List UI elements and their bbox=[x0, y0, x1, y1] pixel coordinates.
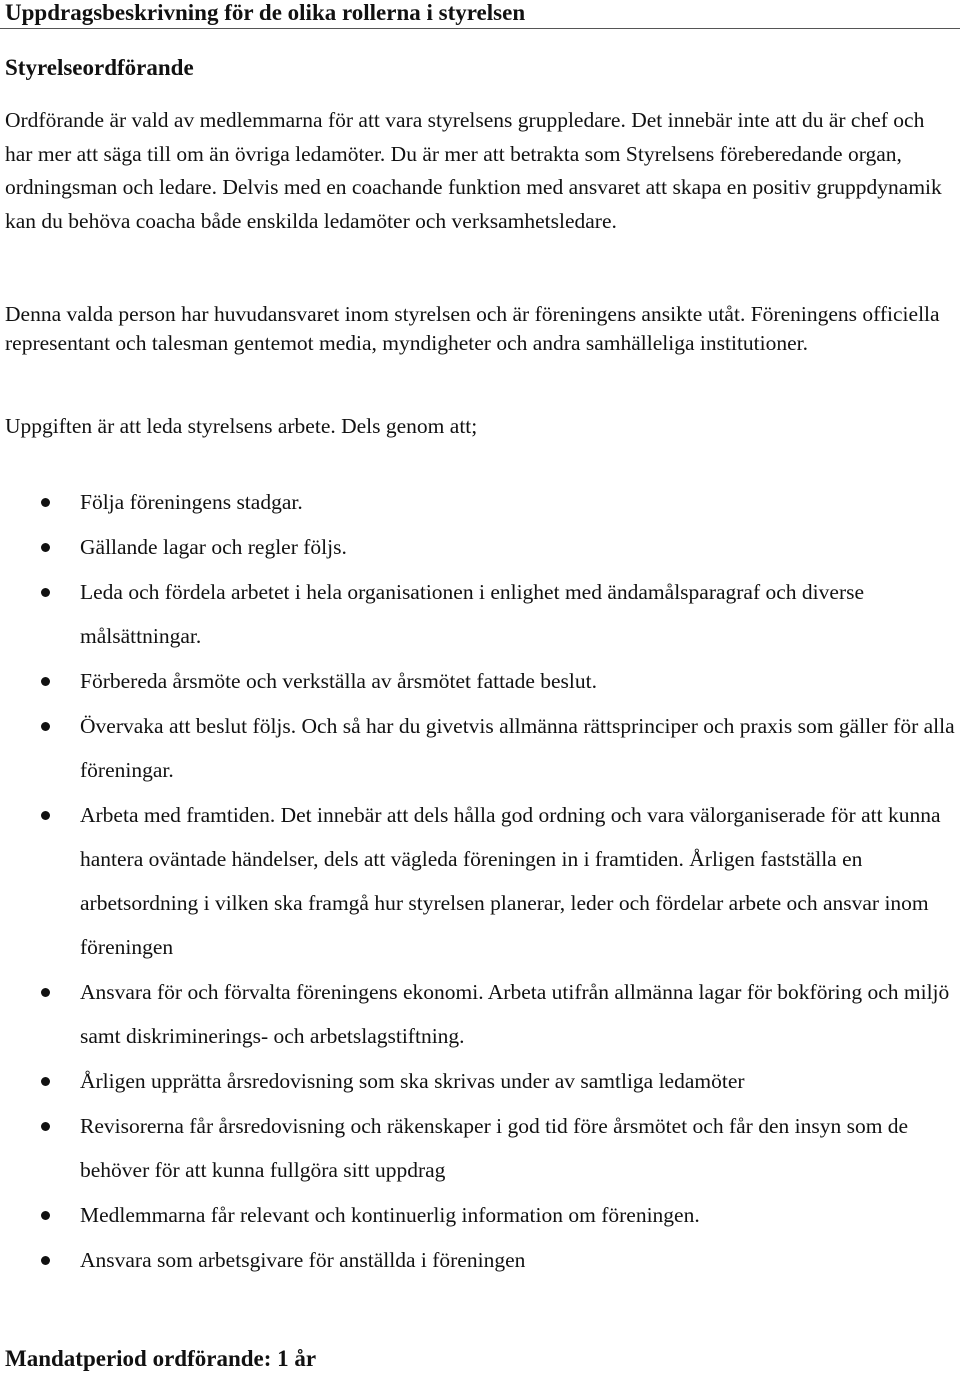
bullet-icon bbox=[41, 1256, 50, 1265]
list-item bbox=[0, 704, 955, 792]
paragraph-responsibility: Denna valda person har huvudansvaret inom styrelsen och är föreningens ansikte utåt. Föreningens officiella representant och talesman gentemot media, myndigheter och andra samhälleliga institutioner. bbox=[5, 302, 940, 355]
list-item bbox=[0, 659, 955, 703]
list-item-text: Arbeta med framtiden. Det innebär att dels hålla god ordning och vara välorganiserade för att kunna hantera oväntade händelser, dels att vägleda föreningen in i framtiden. Årligen fastställa en arbetsordning i vilken ska framgå hur styrelsen planerar, leder och fördelar arbete och ansvar inom föreningen bbox=[80, 803, 941, 959]
list-item-text: Gällande lagar och regler följs. bbox=[80, 535, 347, 559]
mandate-period: Mandatperiod ordförande: 1 år bbox=[5, 1346, 317, 1371]
list-item-text: Övervaka att beslut följs. Och så har du givetvis allmänna rättsprinciper och praxis som gäller för alla föreningar. bbox=[80, 714, 955, 782]
list-item bbox=[0, 1059, 955, 1103]
paragraph-task-intro: Uppgiften är att leda styrelsens arbete. Dels genom att; bbox=[5, 414, 478, 438]
bullet-icon bbox=[41, 722, 50, 731]
list-item-text: Följa föreningens stadgar. bbox=[80, 490, 303, 514]
task-list bbox=[0, 480, 955, 1283]
bullet-icon bbox=[41, 1211, 50, 1220]
bullet-icon bbox=[41, 588, 50, 597]
list-item bbox=[0, 480, 955, 524]
bullet-icon bbox=[41, 1122, 50, 1131]
list-item bbox=[0, 525, 955, 569]
list-item bbox=[0, 1238, 955, 1282]
list-item bbox=[0, 793, 955, 969]
list-item-text: Ansvara för och förvalta föreningens ekonomi. Arbeta utifrån allmänna lagar för bokföring och miljö samt diskriminerings- och arbetslagstiftning. bbox=[80, 980, 950, 1048]
bullet-icon bbox=[41, 543, 50, 552]
list-item-text: Revisorerna får årsredovisning och räkenskaper i god tid före årsmötet och får den insyn som de behöver för att kunna fullgöra sitt uppdrag bbox=[80, 1114, 909, 1182]
bullet-icon bbox=[41, 498, 50, 507]
paragraph-role-description: Ordförande är vald av medlemmarna för att vara styrelsens gruppledare. Det innebär inte att du är chef och har mer att säga till om än övriga ledamöter. Du är mer att betrakta som Styrelsens föreberedande organ, ordningsman och ledare. Delvis med en coachande funktion med ansvaret att skapa en positiv gruppdynamik kan du behöva coacha både enskilda ledamöter och verksamhetsledare. bbox=[5, 108, 942, 233]
bullet-icon bbox=[41, 811, 50, 820]
list-item bbox=[0, 970, 955, 1058]
bullet-icon bbox=[41, 677, 50, 686]
section-title: Styrelseordförande bbox=[5, 55, 194, 80]
list-item-text: Ansvara som arbetsgivare för anställda i föreningen bbox=[80, 1248, 526, 1272]
list-item bbox=[0, 1104, 955, 1192]
list-item-text: Förbereda årsmöte och verkställa av årsmötet fattade beslut. bbox=[80, 669, 597, 693]
list-item bbox=[0, 1193, 955, 1237]
bullet-icon bbox=[41, 1077, 50, 1086]
list-item bbox=[0, 570, 955, 658]
bullet-icon bbox=[41, 988, 50, 997]
list-item-text: Årligen upprätta årsredovisning som ska skrivas under av samtliga ledamöter bbox=[80, 1069, 745, 1093]
document-title: Uppdragsbeskrivning för de olika rollerna i styrelsen bbox=[0, 0, 960, 29]
list-item-text: Medlemmarna får relevant och kontinuerlig information om föreningen. bbox=[80, 1203, 700, 1227]
list-item-text: Leda och fördela arbetet i hela organisationen i enlighet med ändamålsparagraf och diverse målsättningar. bbox=[80, 580, 865, 648]
